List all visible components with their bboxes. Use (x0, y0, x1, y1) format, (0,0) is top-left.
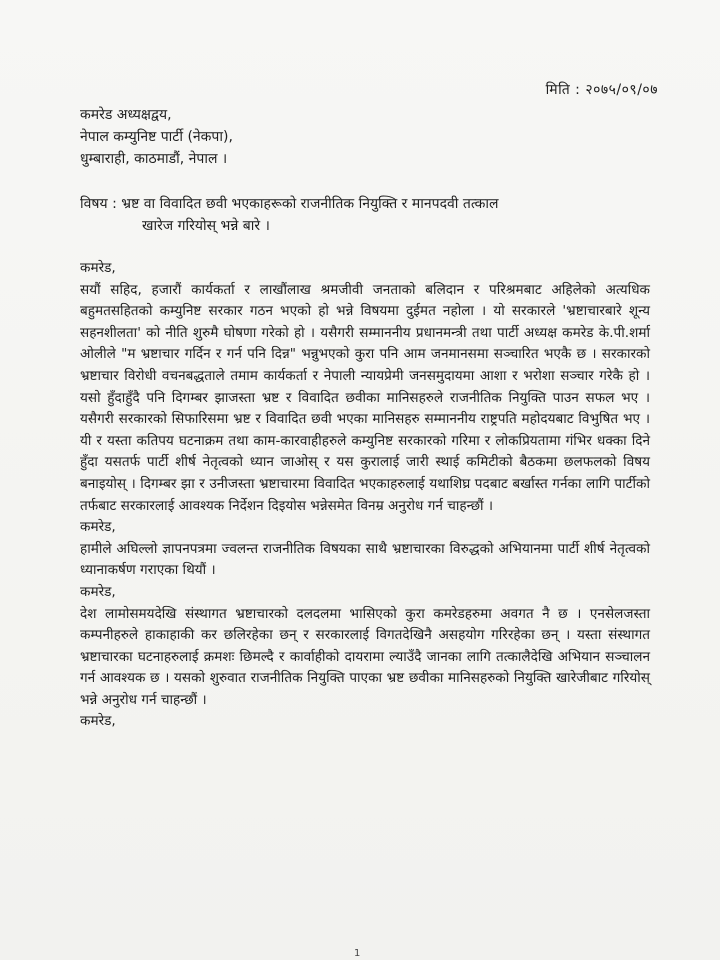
recipient-line: धुम्बाराही, काठमाडौं, नेपाल । (80, 151, 228, 167)
subject-line: खारेज गरियोस् भन्ने बारे । (142, 218, 270, 234)
subject (80, 193, 660, 237)
body-paragraph: हामीले अघिल्लो ज्ञापनपत्रमा ज्वलन्त राजनीतिक विषयका साथै भ्रष्टाचारका विरुद्धको अभियानमा पार्टी शीर्ष नेतृत्वको ध्यानाकर्षण गराएका थियौं । (80, 540, 650, 579)
salutation: कमरेड, (80, 713, 116, 730)
recipient-line: नेपाल कम्युनिष्ट पार्टी (नेकपा), (80, 129, 233, 145)
letter-body (80, 258, 650, 733)
salutation: कमरेड, (80, 260, 116, 276)
body-paragraph: देश लामोसमयदेखि संस्थागत भ्रष्टाचारको दलदलमा भासिएको कुरा कमरेडहरुमा अवगत नै छ । एनसेलजस्ता कम्पनीहरुले हाकाहाकी कर छलिरहेका छन् र सरकारलाई विगतदेखिनै असहयोग गरिरहेका छन् । यस्ता संस्थागत भ्रष्टाचारका घटनाहरुलाई क्रमशः छिमल्दै र कार्वाहीको दायरामा ल्याउँदै जानका लागि तत्कालैदेखि अभियान सञ्चालन गर्न आवश्यक छ । यसको शुरुवात राजनीतिक नियुक्ति पाएका भ्रष्ट छवीका मानिसहरुको नियुक्ति खारेजीबाट गरियोस् भन्ने अनुरोध गर्न चाहन्छौं । (80, 605, 650, 708)
salutation: कमरेड, (80, 583, 116, 600)
recipient-line: कमरेड अध्यक्षद्वय, (80, 107, 172, 123)
recipient-address (80, 104, 660, 170)
letter-date: मिति : २०७५/०९/०७ (545, 82, 658, 98)
salutation: कमरेड, (80, 519, 116, 536)
subject-line: विषय : भ्रष्ट वा विवादित छवी भएकाहरूको राजनीतिक नियुक्ति र मानपदवी तत्काल (80, 196, 499, 212)
page-number: 1 (354, 948, 361, 959)
body-paragraph: सयौं सहिद, हजारौं कार्यकर्ता र लाखौंलाख श्रमजीवी जनताको बलिदान र परिश्रमबाट अहिलेको अत्यधिक बहुमतसहितको कम्युनिष्ट सरकार गठन भएको हो भन्ने विषयमा दुईमत नहोला । यो सरकारले 'भ्रष्टाचारबारे शून्य सहनशीलता' को नीति शुरुमै घोषणा गरेको हो । यसैगरी सम्माननीय प्रधानमन्त्री तथा पार्टी अध्यक्ष कमरेड के.पी.शर्मा ओलीले "म भ्रष्टाचार गर्दिन र गर्न पनि दिन्न" भन्नुभएको कुरा पनि आम जनमानसमा सञ्चारित भएकै छ । सरकारको भ्रष्टाचार विरोधी वचनबद्धताले तमाम कार्यकर्ता र नेपाली न्यायप्रेमी जनसमुदायमा आशा र भरोशा सञ्चार गरेकै हो । यसो हुँदाहुँदै पनि दिगम्बर झाजस्ता भ्रष्ट र विवादित छवीका मानिसहरुले राजनीतिक नियुक्ति पाउन सफल भए । यसैगरी सरकारको सिफारिसमा भ्रष्ट र विवादित छवी भएका मानिसहरु सम्माननीय राष्ट्रपति महोदयबाट विभुषित भए । यी र यस्ता कतिपय घटनाक्रम तथा काम-कारवाहीहरुले कम्युनिष्ट सरकारको गरिमा र लोकप्रियतामा गंभिर धक्का दिने हुँदा यसतर्फ पार्टी शीर्ष नेतृत्वको ध्यान जाओस् र यस कुरालाई जारी स्थाई कमिटीको बैठकमा छलफलको विषय बनाइयोस् । दिगम्बर झा र उनीजस्ता भ्रष्टाचारमा विवादित भएकाहरुलाई यथाशिघ्र पदबाट बर्खास्त गर्नका लागि पार्टीको तर्फबाट सरकारलाई आवश्यक निर्देशन दिइयोस भन्नेसमेत विनम्र अनुरोध गर्न चाहन्छौं । (80, 281, 650, 514)
